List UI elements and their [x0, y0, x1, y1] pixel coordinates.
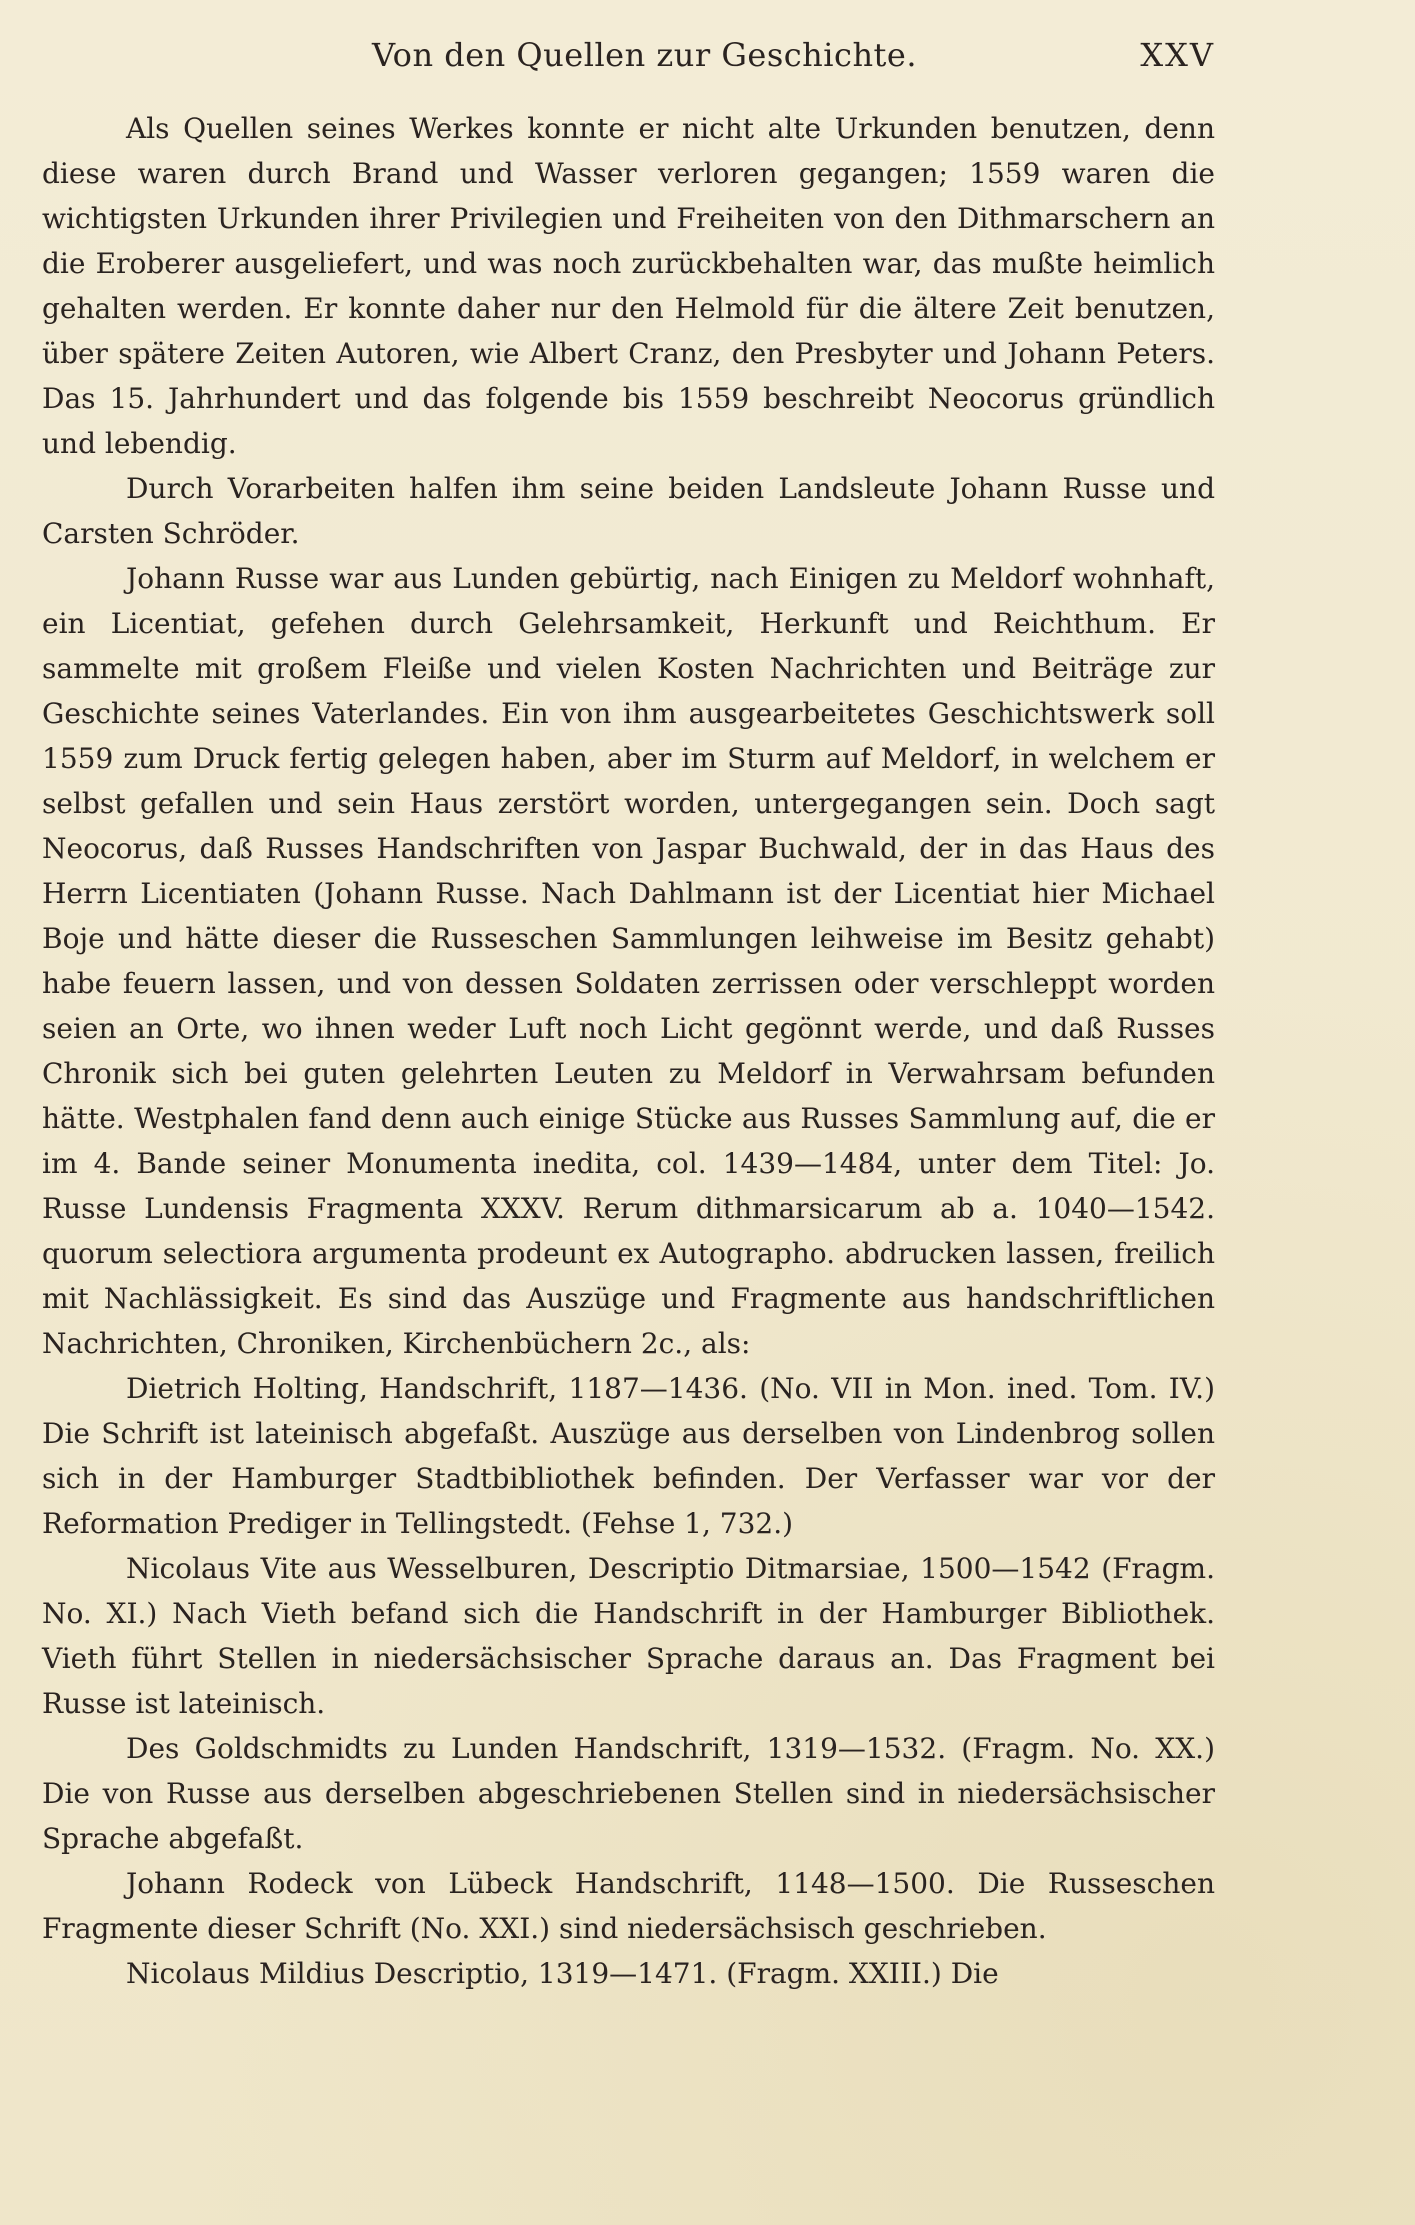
paragraph-johann-russe: Johann Russe war aus Lunden gebürtig, nach Einigen zu Meldorf wohnhaft, ein Licentiat, gefehen durch Gelehrsamkeit, Herkunft und Reichthum. Er sammelte mit großem Fleiße und vielen Kosten Nachrichten und Beiträge zur Geschichte seines Vaterlandes. Ein von ihm ausgearbeitetes Geschichtswerk soll 1559 zum Druck fertig gelegen haben, aber im Sturm auf Meldorf, in welchem er selbst gefallen und sein Haus zerstört worden, untergegangen sein. Doch sagt Neocorus, daß Russes Handschriften von Jaspar Buchwald, der in das Haus des Herrn Licentiaten (Johann Russe. Nach Dahlmann ist der Licentiat hier Michael Boje und hätte dieser die Russeschen Sammlungen leihweise im Besitz gehabt) habe feuern lassen, und von dessen Soldaten zerrissen oder verschleppt worden seien an Orte, wo ihnen weder Luft noch Licht gegönnt werde, und daß Russes Chronik sich bei guten gelehrten Leuten zu Meldorf in Verwahrsam befunden hätte. Westphalen fand denn auch einige Stücke aus Russes Sammlung auf, die er im 4. Bande seiner Monumenta inedita, col. 1439—1484, unter dem Titel: Jo. Russe Lundensis Fragmenta XXXV. Rerum dithmarsicarum ab a. 1040—1542. quorum selectiora argumenta prodeunt ex Autographo. abdrucken lassen, freilich mit Nachlässigkeit. Es sind das Auszüge und Fragmente aus handschriftlichen Nachrichten, Chroniken, Kirchenbüchern 2c., als:	[42, 562, 1215, 1360]
page-number: XXV	[1140, 36, 1215, 74]
page-header	[42, 36, 1215, 96]
paragraph-preparatory-work: Durch Vorarbeiten halfen ihm seine beiden Landsleute Johann Russe und Carsten Schröder.	[42, 472, 1215, 550]
paragraph-nicolaus-mildius: Nicolaus Mildius Descriptio, 1319—1471. (Fragm. XXIII.) Die	[126, 1957, 999, 1990]
paragraph-johann-rodeck: Johann Rodeck von Lübeck Handschrift, 1148—1500. Die Russeschen Fragmente dieser Schrift (No. XXI.) sind niedersächsisch geschrieben.	[42, 1867, 1215, 1945]
paragraph-sources: Als Quellen seines Werkes konnte er nicht alte Urkunden benutzen, denn diese waren durch Brand und Wasser verloren gegangen; 1559 waren die wichtigsten Urkunden ihrer Privilegien und Freiheiten von den Dithmarschern an die Eroberer ausgeliefert, und was noch zurückbehalten war, das mußte heimlich gehalten werden. Er konnte daher nur den Helmold für die ältere Zeit benutzen, über spätere Zeiten Autoren, wie Albert Cranz, den Presbyter und Johann Peters. Das 15. Jahrhundert und das folgende bis 1559 beschreibt Neocorus gründlich und lebendig.	[42, 112, 1215, 460]
running-title: Von den Quellen zur Geschichte.	[372, 36, 918, 74]
body-text	[42, 106, 1215, 1996]
paragraph-dietrich-holting: Dietrich Holting, Handschrift, 1187—1436. (No. VII in Mon. ined. Tom. IV.) Die Schrift ist lateinisch abgefaßt. Auszüge aus derselben von Lindenbrog sollen sich in der Hamburger Stadtbibliothek befinden. Der Verfasser war vor der Reformation Prediger in Tellingstedt. (Fehse 1, 732.)	[42, 1372, 1215, 1540]
paragraph-nicolaus-vite: Nicolaus Vite aus Wesselburen, Descriptio Ditmarsiae, 1500—1542 (Fragm. No. XI.) Nach Vieth befand sich die Handschrift in der Hamburger Bibliothek. Vieth führt Stellen in niedersächsischer Sprache daraus an. Das Fragment bei Russe ist lateinisch.	[42, 1552, 1215, 1720]
paragraph-goldsmith-lunden: Des Goldschmidts zu Lunden Handschrift, 1319—1532. (Fragm. No. XX.) Die von Russe aus derselben abgeschriebenen Stellen sind in niedersächsischer Sprache abgefaßt.	[42, 1732, 1215, 1855]
